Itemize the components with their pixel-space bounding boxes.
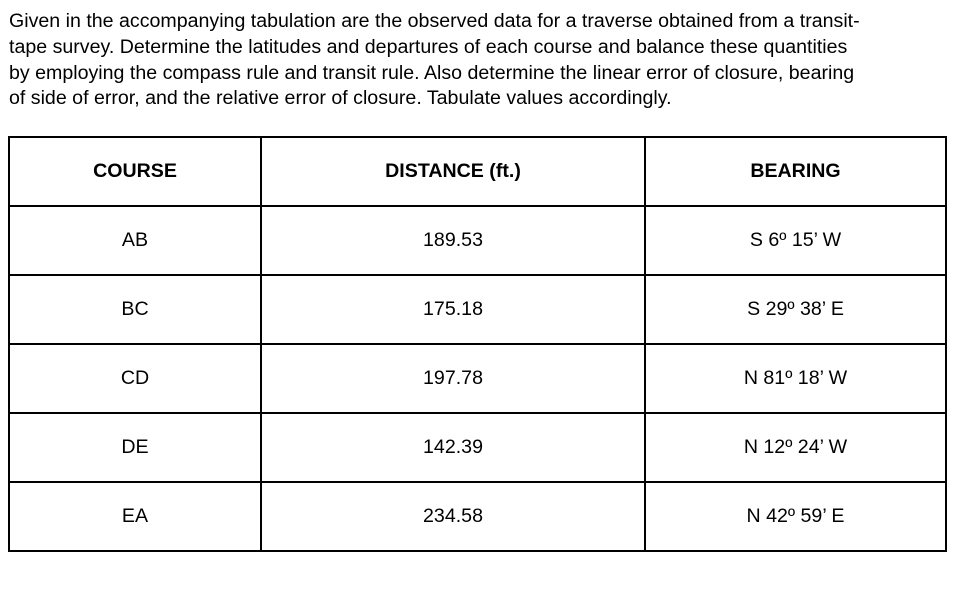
distance-cell: 234.58 (261, 482, 645, 551)
bearing-cell: N 42º 59’ E (645, 482, 946, 551)
bearing-cell: N 81º 18’ W (645, 344, 946, 413)
table-header-row (9, 137, 946, 206)
distance-cell: 175.18 (261, 275, 645, 344)
header-course: COURSE (9, 137, 261, 206)
table-row (9, 275, 946, 344)
header-bearing: BEARING (645, 137, 946, 206)
bearing-cell: S 6º 15’ W (645, 206, 946, 275)
course-cell: EA (9, 482, 261, 551)
table-row (9, 413, 946, 482)
distance-cell: 189.53 (261, 206, 645, 275)
course-cell: AB (9, 206, 261, 275)
problem-line: Given in the accompanying tabulation are the observed data for a traverse obtained from a transit- (9, 10, 860, 32)
problem-line: of side of error, and the relative error of closure. Tabulate values accordingly. (9, 87, 672, 110)
table-row (9, 482, 946, 551)
problem-line: by employing the compass rule and transit rule. Also determine the linear error of closure, bearing (9, 61, 855, 84)
header-distance: DISTANCE (ft.) (261, 137, 645, 206)
traverse-data-table (8, 136, 947, 552)
course-cell: CD (9, 344, 261, 413)
course-cell: DE (9, 413, 261, 482)
table-row (9, 206, 946, 275)
course-cell: BC (9, 275, 261, 344)
bearing-cell: S 29º 38’ E (645, 275, 946, 344)
bearing-cell: N 12º 24’ W (645, 413, 946, 482)
distance-cell: 197.78 (261, 344, 645, 413)
table-row (9, 344, 946, 413)
distance-cell: 142.39 (261, 413, 645, 482)
problem-statement (9, 9, 954, 112)
problem-line: tape survey. Determine the latitudes and departures of each course and balance these quantities (9, 35, 848, 58)
